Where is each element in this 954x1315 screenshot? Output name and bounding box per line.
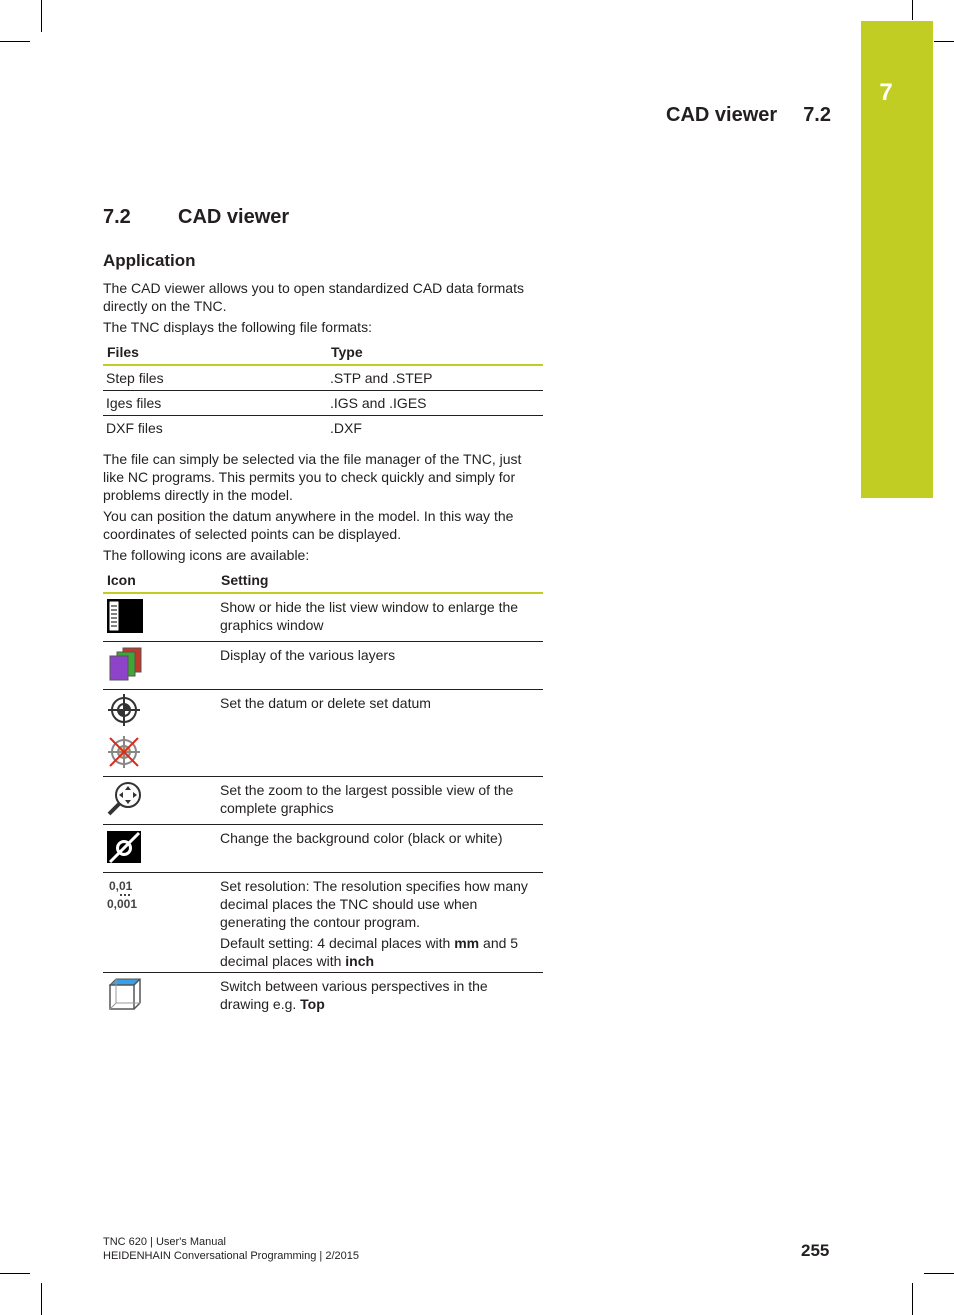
table-row (103, 690, 543, 777)
running-head-title: CAD viewer (666, 104, 778, 126)
table-cell: .IGS and .IGES (327, 391, 543, 416)
setting-description (217, 973, 543, 1021)
setting-description (217, 873, 543, 973)
crop-mark (0, 1273, 30, 1274)
crop-mark (41, 0, 42, 32)
perspective-top: Top (300, 996, 325, 1012)
subsection-heading: Application (103, 251, 196, 270)
perspective-icon (106, 977, 144, 1013)
unit-mm: mm (454, 935, 480, 951)
table-header-row (103, 339, 543, 365)
datum-icon (106, 694, 144, 772)
section-heading (103, 206, 290, 229)
list-view-icon (106, 598, 144, 634)
running-head-number: 7.2 (803, 104, 831, 126)
footer-line: HEIDENHAIN Conversational Programming | 2/2015 (103, 1250, 359, 1262)
perspective-description: Switch between various perspectives in the drawing e.g. (220, 978, 488, 1012)
zoom-fit-icon (106, 781, 144, 817)
icon-table (103, 567, 543, 1020)
datum-paragraph: You can position the datum anywhere in the model. In this way the coordinates of selected points can be displayed. (103, 508, 514, 542)
setting-description: Set the zoom to the largest possible view of the complete graphics (217, 777, 543, 825)
resolution-label: 0,01 (109, 879, 133, 893)
table-cell: .DXF (330, 420, 362, 436)
table-row (103, 593, 543, 642)
section-title: CAD viewer (178, 206, 290, 228)
intro-paragraph: The CAD viewer allows you to open standardized CAD data formats directly on the TNC. (103, 280, 524, 314)
crop-mark (912, 1283, 913, 1315)
selection-paragraph: The file can simply be selected via the file manager of the TNC, just like NC programs. This permits you to check quickly and simply for problems directly in the model. (103, 451, 522, 503)
table-row (103, 825, 543, 873)
chapter-tab (861, 21, 933, 498)
setting-description: Display of the various layers (217, 642, 543, 690)
layers-icon (106, 646, 144, 682)
resolution-label: 0,001 (107, 897, 138, 911)
table-row (103, 777, 543, 825)
running-head (666, 104, 831, 127)
formats-intro: The TNC displays the following file formats: (103, 319, 372, 335)
table-cell: Step files (103, 365, 327, 391)
default-prefix: Default setting: 4 decimal places with (220, 935, 455, 951)
setting-description: Show or hide the list view window to enlarge the graphics window (217, 593, 543, 642)
column-header: Files (103, 339, 327, 365)
resolution-description: Set resolution: The resolution specifies how many decimal places the TNC should use when generating the contour program. (220, 878, 528, 930)
section-number: 7.2 (103, 206, 131, 228)
column-header: Setting (217, 567, 543, 593)
crop-mark (934, 41, 954, 42)
table-header-row (103, 567, 543, 593)
table-cell: Iges files (103, 391, 327, 416)
resolution-icon (106, 877, 146, 913)
table-row (103, 416, 543, 441)
table-row (103, 873, 543, 973)
unit-inch: inch (345, 953, 375, 969)
background-color-icon (106, 829, 144, 865)
table-row (103, 391, 543, 416)
column-header: Type (327, 339, 543, 365)
icons-intro: The following icons are available: (103, 547, 310, 563)
default-setting-note (220, 934, 540, 970)
table-cell: .STP and .STEP (327, 365, 543, 391)
footer-line: TNC 620 | User's Manual (103, 1236, 226, 1248)
page-number: 255 (801, 1241, 830, 1260)
crop-mark (912, 0, 913, 20)
table-cell: DXF files (106, 420, 163, 436)
crop-mark (0, 41, 30, 42)
crop-mark (41, 1283, 42, 1315)
setting-description: Set the datum or delete set datum (217, 690, 543, 777)
crop-mark (924, 1273, 954, 1274)
setting-description: Change the background color (black or white) (217, 825, 543, 873)
table-row (103, 365, 543, 391)
chapter-number: 7 (879, 79, 893, 106)
footer (103, 1235, 359, 1263)
default-mid: and 5 decimal places with (220, 935, 519, 969)
table-row (103, 642, 543, 690)
file-formats-table (103, 339, 543, 440)
table-row (103, 973, 543, 1021)
column-header: Icon (103, 567, 217, 593)
